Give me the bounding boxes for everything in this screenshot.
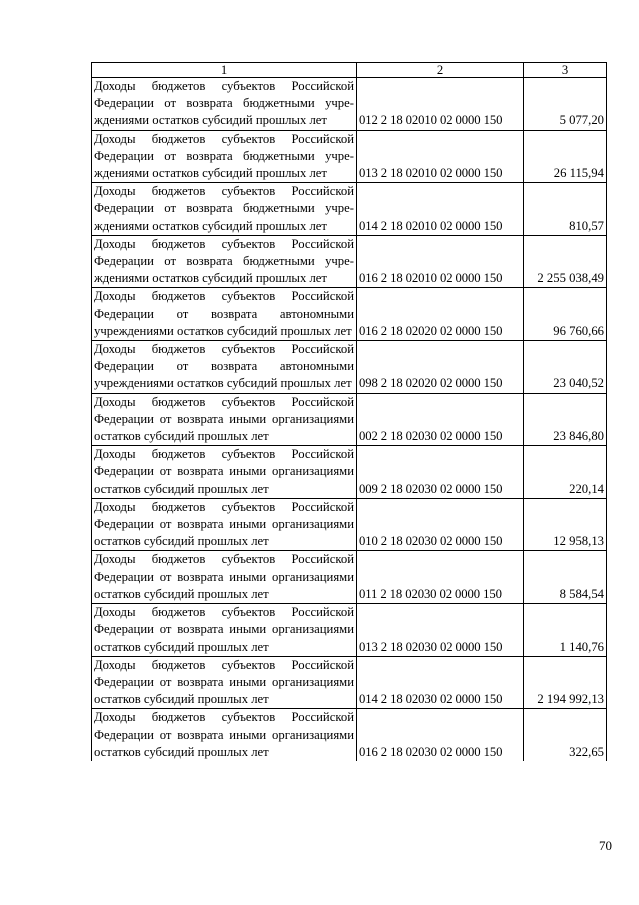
row-code: 011 2 18 02030 02 0000 150 (357, 551, 524, 604)
row-amount: 5 077,20 (524, 78, 607, 131)
row-code: 016 2 18 02030 02 0000 150 (357, 709, 524, 761)
table-row (92, 709, 607, 761)
table-row (92, 78, 607, 131)
row-amount: 322,65 (524, 709, 607, 761)
row-code: 013 2 18 02010 02 0000 150 (357, 130, 524, 183)
page-number: 70 (599, 838, 612, 853)
table-row (92, 498, 607, 551)
row-amount: 26 115,94 (524, 130, 607, 183)
row-code: 009 2 18 02030 02 0000 150 (357, 446, 524, 499)
row-amount: 2 194 992,13 (524, 656, 607, 709)
row-description: Доходы бюджетов субъектов Российской Федерации от возврата автономными учреждениями остатков субсидий прошлых лет (92, 341, 357, 394)
header-row (92, 63, 607, 78)
row-code: 098 2 18 02020 02 0000 150 (357, 341, 524, 394)
row-description: Доходы бюджетов субъектов Российской Федерации от возврата иными организациями остатков субсидий прошлых лет (92, 498, 357, 551)
row-amount: 8 584,54 (524, 551, 607, 604)
table-row (92, 288, 607, 341)
row-description: Доходы бюджетов субъектов Российской Федерации от возврата иными организациями остатков субсидий прошлых лет (92, 656, 357, 709)
table-header (92, 63, 607, 78)
row-amount: 2 255 038,49 (524, 235, 607, 288)
table-row (92, 235, 607, 288)
column-header-2: 2 (357, 63, 524, 78)
table-row (92, 341, 607, 394)
row-code: 014 2 18 02010 02 0000 150 (357, 183, 524, 236)
row-description: Доходы бюджетов субъектов Российской Федерации от возврата иными организациями остатков субсидий прошлых лет (92, 551, 357, 604)
row-description: Доходы бюджетов субъектов Российской Федерации от возврата иными организациями остатков субсидий прошлых лет (92, 604, 357, 657)
table-body (92, 78, 607, 761)
row-description: Доходы бюджетов субъектов Российской Федерации от возврата бюджетными учреждениями остатков субсидий прошлых лет (92, 78, 357, 131)
row-description: Доходы бюджетов субъектов Российской Федерации от возврата иными организациями остатков субсидий прошлых лет (92, 393, 357, 446)
row-amount: 1 140,76 (524, 604, 607, 657)
table-row (92, 551, 607, 604)
table-row (92, 656, 607, 709)
table-row (92, 393, 607, 446)
row-description: Доходы бюджетов субъектов Российской Федерации от возврата автономными учреждениями остатков субсидий прошлых лет (92, 288, 357, 341)
column-header-1: 1 (92, 63, 357, 78)
row-description: Доходы бюджетов субъектов Российской Федерации от возврата иными организациями остатков субсидий прошлых лет (92, 446, 357, 499)
row-code: 016 2 18 02020 02 0000 150 (357, 288, 524, 341)
revenue-table (91, 62, 607, 761)
table-row (92, 446, 607, 499)
row-amount: 12 958,13 (524, 498, 607, 551)
row-amount: 23 040,52 (524, 341, 607, 394)
row-description: Доходы бюджетов субъектов Российской Федерации от возврата бюджетными учреждениями остатков субсидий прошлых лет (92, 183, 357, 236)
row-description: Доходы бюджетов субъектов Российской Федерации от возврата бюджетными учреждениями остатков субсидий прошлых лет (92, 130, 357, 183)
row-code: 016 2 18 02010 02 0000 150 (357, 235, 524, 288)
table-row (92, 604, 607, 657)
table-row (92, 183, 607, 236)
row-amount: 220,14 (524, 446, 607, 499)
row-amount: 96 760,66 (524, 288, 607, 341)
row-description: Доходы бюджетов субъектов Российской Федерации от возврата иными организациями остатков субсидий прошлых лет (92, 709, 357, 761)
row-amount: 23 846,80 (524, 393, 607, 446)
table-row (92, 130, 607, 183)
column-header-3: 3 (524, 63, 607, 78)
row-description: Доходы бюджетов субъектов Российской Федерации от возврата бюджетными учреждениями остатков субсидий прошлых лет (92, 235, 357, 288)
row-code: 014 2 18 02030 02 0000 150 (357, 656, 524, 709)
row-code: 013 2 18 02030 02 0000 150 (357, 604, 524, 657)
row-code: 010 2 18 02030 02 0000 150 (357, 498, 524, 551)
row-code: 012 2 18 02010 02 0000 150 (357, 78, 524, 131)
row-amount: 810,57 (524, 183, 607, 236)
row-code: 002 2 18 02030 02 0000 150 (357, 393, 524, 446)
